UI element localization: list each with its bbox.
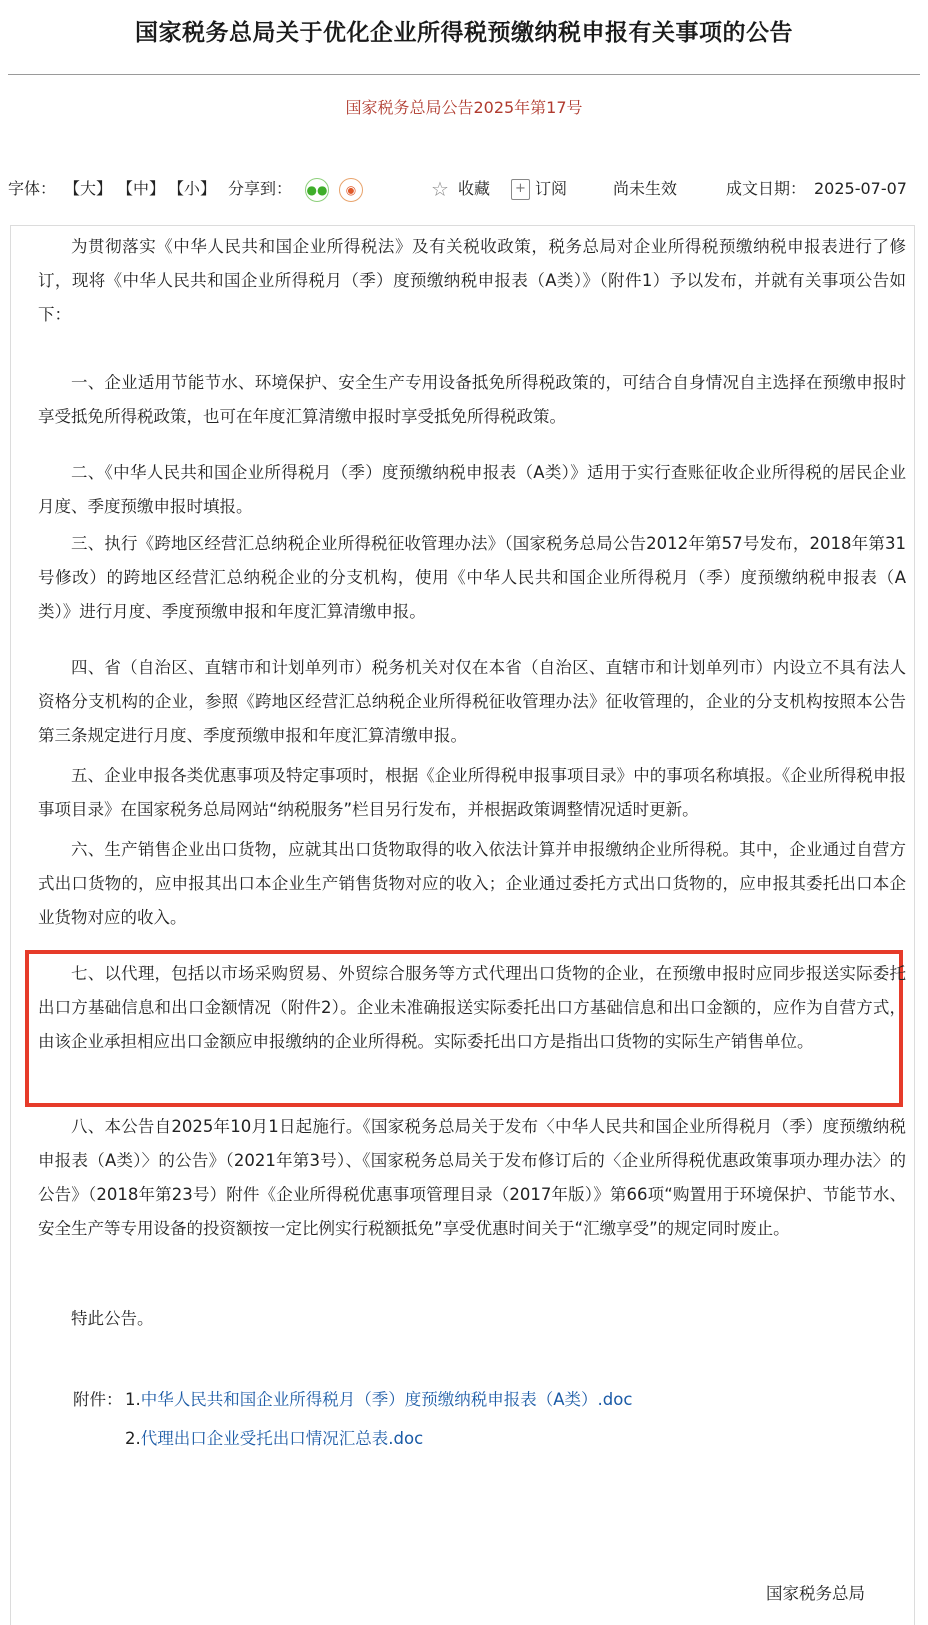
attachment-number: 2. [125, 1429, 141, 1448]
paragraph-intro: 为贯彻落实《中华人民共和国企业所得税法》及有关税收政策，税务总局对企业所得税预缴纳税申报表进行了修订，现将《中华人民共和国企业所得税月（季）度预缴纳税申报表（A类）》（附件1）予以发布，并就有关事项公告如下： [38, 237, 906, 324]
title-divider [8, 74, 920, 75]
attachment-item [125, 1426, 423, 1452]
status-text: 尚未生效 [613, 179, 678, 198]
attachment-link-2[interactable]: 代理出口企业受托出口情况汇总表.doc [140, 1429, 424, 1448]
closing-remark: 特此公告。 [71, 1309, 154, 1328]
share-label: 分享到： [228, 179, 293, 198]
subscribe-button[interactable]: 订阅 [535, 179, 568, 198]
font-medium-button[interactable]: 【中】 [117, 179, 166, 198]
weibo-share-icon[interactable]: ◉ [339, 178, 363, 202]
subscribe-icon[interactable]: + [511, 179, 530, 200]
attachment-link-1[interactable]: 中华人民共和国企业所得税月（季）度预缴纳税申报表（A类）.doc [140, 1390, 633, 1409]
doc-number: 国家税务总局公告2025年第17号 [345, 98, 583, 117]
font-small-button[interactable]: 【小】 [168, 179, 217, 198]
signer: 国家税务总局 [766, 1584, 865, 1603]
paragraph-1: 一、企业适用节能节水、环境保护、安全生产专用设备抵免所得税政策的，可结合自身情况自主选择在预缴申报时享受抵免所得税政策，也可在年度汇算清缴申报时享受抵免所得税政策。 [38, 373, 906, 426]
paragraph-8: 八、本公告自2025年10月1日起施行。《国家税务总局关于发布〈中华人民共和国企业所得税月（季）度预缴纳税申报表（A类）〉的公告》（2021年第3号）、《国家税务总局关于发布修订后的〈企业所得税优惠政策事项办理办法〉的公告》（2018年第23号）附件《企业所得税优惠事项管理目录（2017年版）》第66项“购置用于环境保护、节能节水、安全生产等专用设备的投资额按一定比例实行税额抵免”享受优惠时间关于“汇缴享受”的规定同时废止。 [38, 1117, 906, 1238]
toolbar [8, 176, 928, 202]
paragraph-2: 二、《中华人民共和国企业所得税月（季）度预缴纳税申报表（A类）》适用于实行查账征收企业所得税的居民企业月度、季度预缴申报时填报。 [38, 463, 906, 516]
font-size-label: 字体： [8, 179, 57, 198]
font-large-button[interactable]: 【大】 [64, 179, 113, 198]
paragraph-7: 七、以代理，包括以市场采购贸易、外贸综合服务等方式代理出口货物的企业，在预缴申报时应同步报送实际委托出口方基础信息和出口金额情况（附件2）。企业未准确报送实际委托出口方基础信息和出口金额的，应作为自营方式，由该企业承担相应出口金额应申报缴纳的企业所得税。实际委托出口方是指出口货物的实际生产销售单位。 [38, 964, 906, 1051]
date-label: 成文日期： [726, 179, 807, 198]
wechat-share-icon[interactable]: ●● [305, 178, 329, 202]
paragraph-4: 四、省（自治区、直辖市和计划单列市）税务机关对仅在本省（自治区、直辖市和计划单列市）内设立不具有法人资格分支机构的企业，参照《跨地区经营汇总纳税企业所得税征收管理办法》征收管理的，企业的分支机构按照本公告第三条规定进行月度、季度预缴申报和年度汇算清缴申报。 [38, 658, 906, 745]
paragraph-3: 三、执行《跨地区经营汇总纳税企业所得税征收管理办法》（国家税务总局公告2012年第57号发布，2018年第31号修改）的跨地区经营汇总纳税企业的分支机构，使用《中华人民共和国企业所得税月（季）度预缴纳税申报表（A类）》进行月度、季度预缴申报和年度汇算清缴申报。 [38, 534, 906, 621]
date-value: 2025-07-07 [814, 179, 907, 198]
star-icon[interactable]: ☆ [431, 177, 449, 201]
attachment-number: 1. [125, 1390, 141, 1409]
favorite-button[interactable]: 收藏 [458, 179, 491, 198]
page-title: 国家税务总局关于优化企业所得税预缴纳税申报有关事项的公告 [135, 20, 793, 46]
attachments-label: 附件： [73, 1390, 123, 1409]
paragraph-6: 六、生产销售企业出口货物，应就其出口货物取得的收入依法计算并申报缴纳企业所得税。其中，企业通过自营方式出口货物的，应申报其出口本企业生产销售货物对应的收入；企业通过委托方式出口货物的，应申报其委托出口本企业货物对应的收入。 [38, 840, 906, 927]
attachment-item [125, 1387, 632, 1413]
paragraph-5: 五、企业申报各类优惠事项及特定事项时，根据《企业所得税申报事项目录》中的事项名称填报。《企业所得税申报事项目录》在国家税务总局网站“纳税服务”栏目另行发布，并根据政策调整情况适时更新。 [38, 766, 906, 819]
